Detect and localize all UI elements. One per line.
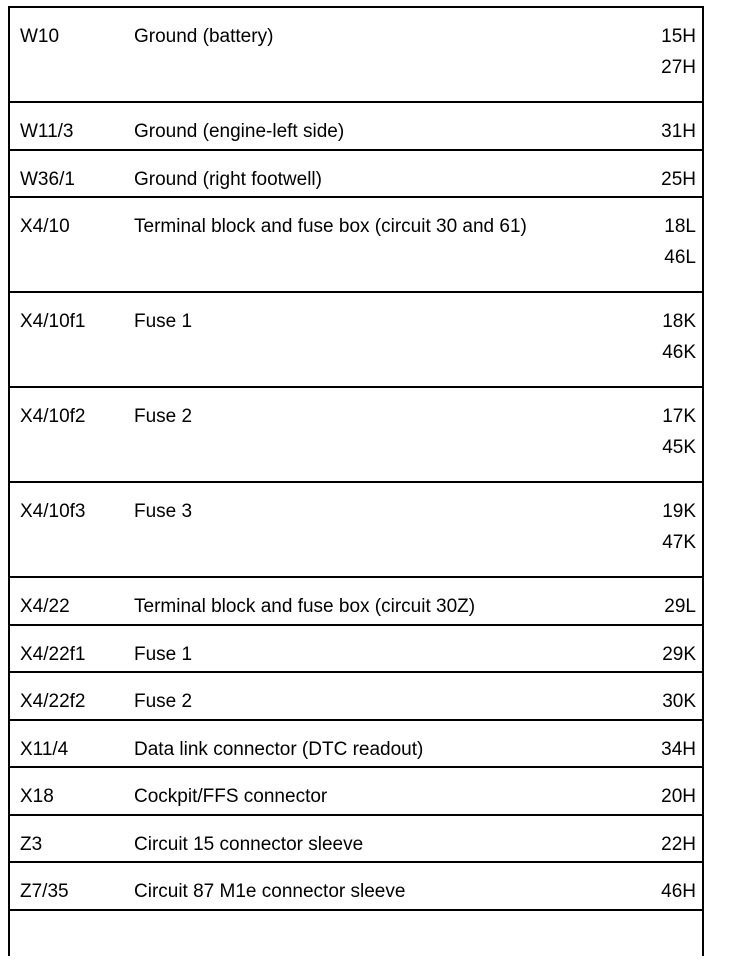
component-code: X11/4 — [20, 738, 69, 760]
grid-refs — [661, 781, 696, 812]
grid-refs — [661, 734, 696, 765]
table-row — [10, 816, 702, 864]
grid-ref: 47K — [662, 532, 696, 553]
grid-refs — [661, 164, 696, 195]
grid-ref: 25H — [661, 168, 696, 190]
table-row — [10, 293, 702, 388]
table-row — [10, 626, 702, 674]
component-description: Fuse 2 — [134, 691, 193, 712]
table-row — [10, 151, 702, 199]
component-description: Ground (battery) — [134, 26, 274, 47]
component-code: X4/22f2 — [20, 691, 86, 712]
table-row — [10, 483, 702, 578]
grid-ref: 46K — [662, 342, 696, 363]
grid-ref: 29L — [664, 596, 696, 617]
component-description: Data link connector (DTC readout) — [134, 738, 424, 760]
component-code: Z3 — [20, 833, 43, 855]
table-row — [10, 768, 702, 816]
grid-refs — [661, 829, 696, 860]
grid-refs — [662, 639, 696, 670]
grid-ref: 45K — [662, 437, 696, 458]
table-row — [10, 388, 702, 483]
grid-ref: 34H — [661, 738, 696, 760]
table-row — [10, 721, 702, 769]
table-row — [10, 103, 702, 151]
grid-refs — [664, 211, 696, 273]
component-description: Circuit 87 M1e connector sleeve — [134, 881, 406, 902]
component-description: Fuse 3 — [134, 501, 193, 522]
grid-ref: 18K — [662, 311, 696, 332]
component-description: Fuse 1 — [134, 311, 193, 332]
grid-ref: 22H — [661, 833, 696, 855]
component-description: Fuse 1 — [134, 643, 193, 665]
grid-refs — [664, 591, 696, 622]
component-description: Ground (engine-left side) — [134, 121, 345, 142]
table-row — [10, 8, 702, 103]
grid-refs — [662, 686, 696, 717]
grid-refs — [662, 496, 696, 558]
grid-ref: 17K — [662, 406, 696, 427]
grid-refs — [661, 116, 696, 147]
grid-ref: 19K — [662, 501, 696, 522]
component-code: Z7/35 — [20, 881, 69, 902]
component-code: X4/10f2 — [20, 406, 86, 427]
empty-table-row — [10, 911, 702, 959]
grid-ref: 29K — [662, 643, 696, 665]
grid-ref: 30K — [662, 691, 696, 712]
component-code: X4/10f1 — [20, 311, 86, 332]
component-table — [8, 6, 704, 956]
grid-ref: 15H — [661, 26, 696, 47]
grid-ref: 46L — [664, 247, 696, 268]
grid-ref: 31H — [661, 121, 696, 142]
component-code: X4/22f1 — [20, 643, 86, 665]
component-code: X4/10f3 — [20, 501, 86, 522]
table-row — [10, 863, 702, 911]
grid-ref: 20H — [661, 786, 696, 807]
table-row — [10, 578, 702, 626]
component-code: X4/10 — [20, 216, 70, 237]
component-description: Circuit 15 connector sleeve — [134, 833, 364, 855]
component-description: Cockpit/FFS connector — [134, 786, 328, 807]
component-code: W10 — [20, 26, 60, 47]
table-row — [10, 673, 702, 721]
grid-ref: 46H — [661, 881, 696, 902]
component-code: W36/1 — [20, 168, 75, 190]
component-code: W11/3 — [20, 121, 74, 142]
grid-refs — [662, 306, 696, 368]
component-description: Fuse 2 — [134, 406, 193, 427]
component-description: Terminal block and fuse box (circuit 30 and 61) — [134, 216, 527, 237]
grid-refs — [661, 876, 696, 907]
component-code: X4/22 — [20, 596, 70, 617]
grid-ref: 18L — [664, 216, 696, 237]
grid-refs — [662, 401, 696, 463]
component-code: X18 — [20, 786, 54, 807]
component-description: Ground (right footwell) — [134, 168, 322, 190]
table-row — [10, 198, 702, 293]
grid-refs — [661, 21, 696, 83]
component-description: Terminal block and fuse box (circuit 30Z) — [134, 596, 476, 617]
grid-ref: 27H — [661, 57, 696, 78]
